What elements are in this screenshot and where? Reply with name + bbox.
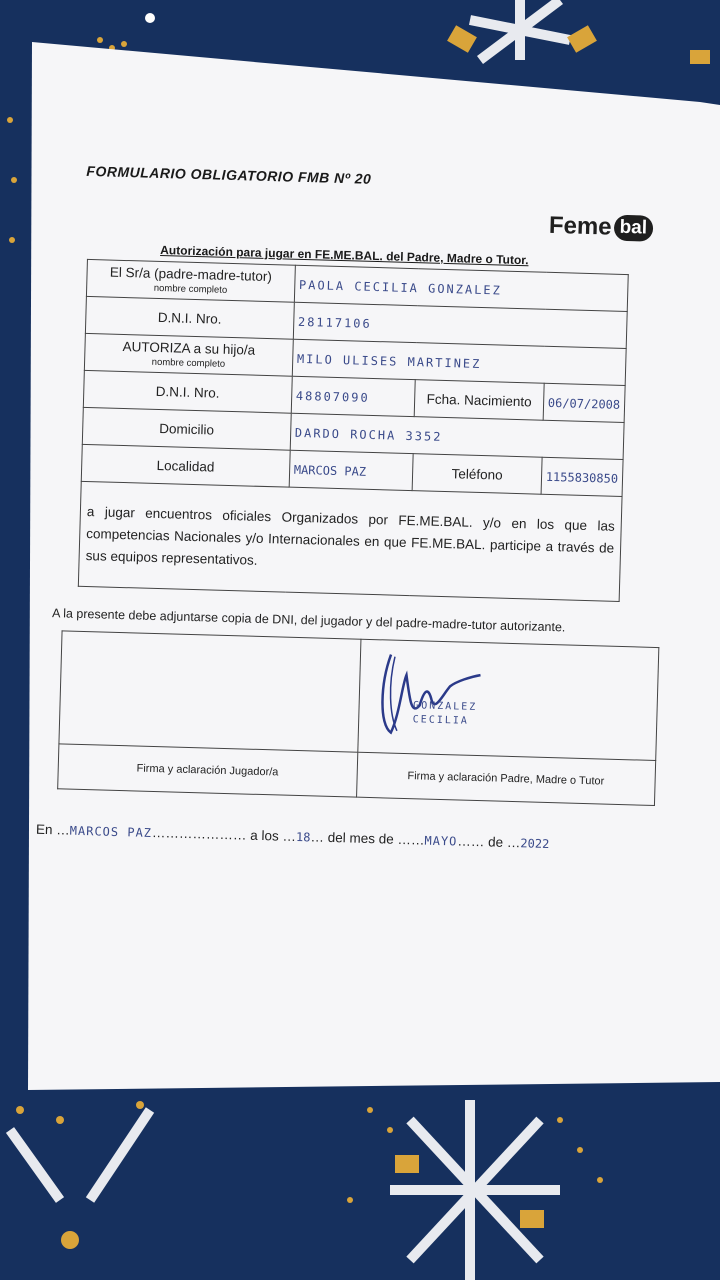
child-dni-cell xyxy=(291,376,416,416)
child-label-cell xyxy=(84,333,293,376)
guardian-dni-value: 28117106 xyxy=(297,314,372,331)
day-value: 18 xyxy=(295,829,311,845)
address-value: DARDO ROCHA 3352 xyxy=(294,425,443,444)
en-label: En xyxy=(35,821,53,838)
guardian-label-cell xyxy=(86,259,295,302)
child-name-value: MILO ULISES MARTINEZ xyxy=(296,351,482,371)
authorization-subtitle: Autorización para jugar en FE.ME.BAL. del Padre, Madre o Tutor. xyxy=(160,242,529,268)
de-label: de xyxy=(487,834,504,850)
year-value: 2022 xyxy=(520,836,550,852)
femebal-logo xyxy=(548,210,653,245)
guardian-signature-box xyxy=(357,639,659,760)
authorization-paragraph: a jugar encuentros oficiales Organizados por FE.ME.BAL. y/o en los que las competencias Nacionales y/o Internacionales en que FE.ME.BAL. participe a través de sus equipos representativos. xyxy=(78,481,622,601)
guardian-name-value: PAOLA CECILIA GONZALEZ xyxy=(298,277,503,298)
guardian-signature-image xyxy=(368,644,551,749)
signature-space-row xyxy=(59,631,659,761)
birth-value: 06/07/2008 xyxy=(547,395,621,412)
city-value: MARCOS PAZ xyxy=(293,462,367,479)
logo-badge: bal xyxy=(613,215,653,242)
attachment-note: A la presente debe adjuntarse copia de DNI, del jugador y del padre-madre-tutor autorizante. xyxy=(51,606,566,635)
phone-cell xyxy=(541,457,623,496)
guardian-handwritten-name: GONZALEZ CECILIA xyxy=(412,700,478,727)
form-title: FORMULARIO OBLIGATORIO FMB Nº 20 xyxy=(86,162,372,187)
player-signature-caption: Firma y aclaración Jugador/a xyxy=(58,744,358,797)
a-los-label: a los xyxy=(250,827,279,844)
player-signature-box xyxy=(59,631,361,752)
child-dni-label: D.N.I. Nro. xyxy=(83,370,292,413)
child-sublabel: nombre completo xyxy=(151,356,226,370)
address-label: Domicilio xyxy=(82,407,291,450)
guardian-sublabel: nombre completo xyxy=(153,282,228,296)
mes-label: del mes de xyxy=(327,829,394,847)
city-cell xyxy=(289,450,414,490)
birth-label: Fcha. Nacimiento xyxy=(414,380,543,421)
birth-cell xyxy=(543,383,625,422)
month-value: MAYO xyxy=(424,833,458,849)
date-line: En …MARCOS PAZ………………… a los …18… del mes de ……MAYO…… de …2022 xyxy=(35,821,550,852)
logo-text: Feme xyxy=(548,211,612,241)
guardian-label: El Sr/a (padre-madre-tutor) xyxy=(109,264,273,285)
phone-value: 1155830850 xyxy=(545,469,619,486)
authorizes-label: AUTORIZA a su hijo/a xyxy=(122,338,256,358)
paragraph-row xyxy=(78,481,622,601)
phone-label: Teléfono xyxy=(412,454,541,495)
place-value: MARCOS PAZ xyxy=(69,823,153,840)
signature-table xyxy=(57,630,659,806)
city-label: Localidad xyxy=(81,444,290,487)
guardian-signature-caption: Firma y aclaración Padre, Madre o Tutor xyxy=(356,752,656,805)
guardian-dni-label: D.N.I. Nro. xyxy=(85,296,294,339)
authorization-table xyxy=(78,259,629,602)
child-dni-value: 48807090 xyxy=(295,388,370,405)
